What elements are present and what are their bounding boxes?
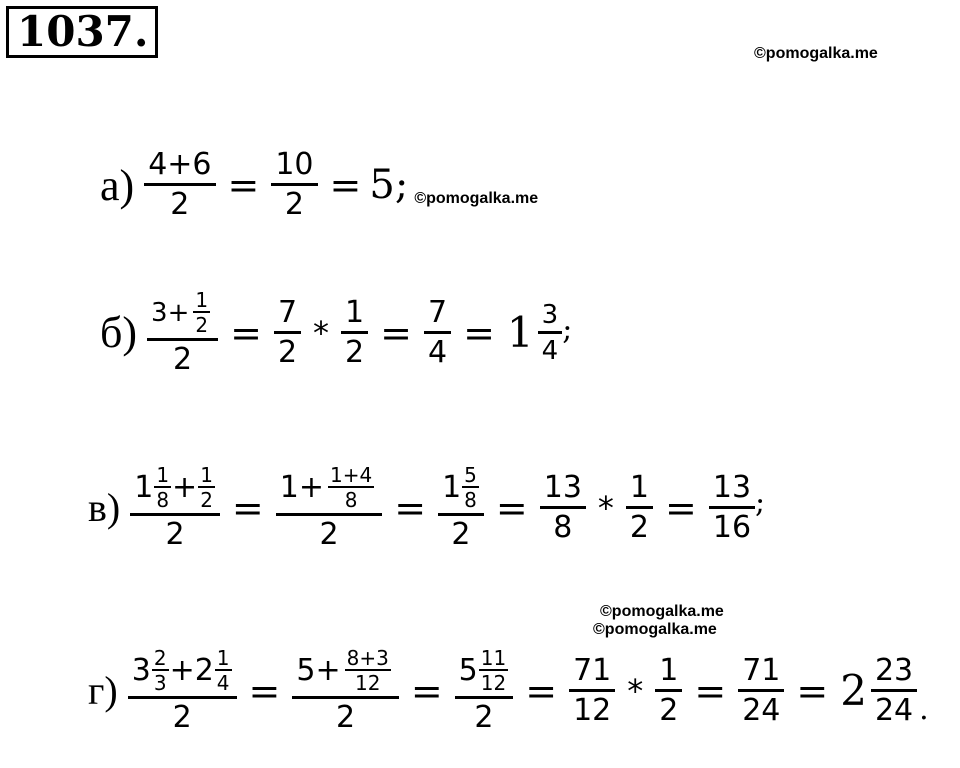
equals-sign: = <box>463 310 495 355</box>
multiply-sign: * <box>597 488 614 527</box>
fraction <box>144 147 215 222</box>
fraction: $\frac{1}{2}$ <box>655 656 682 726</box>
numerator: 3+ $\frac{1}{2}$ <box>151 288 209 337</box>
multiply-sign: * <box>313 313 330 352</box>
fraction: $\frac{3}{4}$ <box>538 302 563 364</box>
equals-sign: = <box>380 310 412 355</box>
whole-part: 2 <box>840 666 867 715</box>
equals-sign: = <box>231 485 264 530</box>
semicolon: ; <box>394 162 409 208</box>
numerator: 4+6 <box>148 147 212 182</box>
whole-part: 1 <box>506 308 534 357</box>
watermark: ©pomogalka.me <box>414 190 539 207</box>
fraction <box>271 147 317 222</box>
fraction: $\frac{71}{12}$ <box>569 656 615 726</box>
equals-sign: = <box>796 668 829 713</box>
complex-fraction: 5+ $\frac{8+3}{12}$ 2 <box>292 648 398 733</box>
item-label: б) <box>100 308 138 357</box>
equals-sign: = <box>495 485 528 530</box>
numerator: 10 <box>275 147 314 182</box>
equals-sign: = <box>665 485 697 530</box>
equals-sign: = <box>525 668 558 713</box>
denominator: 2 <box>284 187 304 222</box>
equation-a <box>100 147 539 222</box>
equals-sign: = <box>230 310 262 355</box>
equals-sign: = <box>227 163 260 207</box>
equals-sign: = <box>329 163 362 207</box>
semicolon: ; <box>755 485 766 520</box>
complex-fraction: 1+ $\frac{1+4}{8}$ 2 <box>276 465 382 550</box>
complex-fraction <box>147 290 218 375</box>
fraction: $\frac{1}{2}$ <box>341 298 368 368</box>
problem-number: 1037. <box>6 6 158 58</box>
fraction: $\frac{23}{24}$ <box>871 656 917 726</box>
fraction: $\frac{13}{8}$ <box>540 473 586 543</box>
fraction: $\frac{71}{24}$ <box>738 656 784 726</box>
denominator: 2 <box>170 187 190 222</box>
equation-c <box>88 465 765 550</box>
fraction: $\frac{7}{4}$ <box>424 298 451 368</box>
complex-fraction: 1 $\frac{1}{8}$ + $\frac{1}{2}$ 2 <box>130 465 220 550</box>
watermark: ©pomogalka.me <box>593 621 717 638</box>
equation-d <box>88 648 929 733</box>
item-label: в) <box>88 485 121 530</box>
fraction: $\frac{7}{2}$ <box>274 298 301 368</box>
result: 5 <box>369 162 395 208</box>
multiply-sign: * <box>627 671 644 710</box>
equals-sign: = <box>410 668 443 713</box>
item-label: а) <box>100 160 135 210</box>
watermark: ©pomogalka.me <box>754 45 878 62</box>
complex-fraction: 1 $\frac{5}{8}$ 2 <box>438 465 484 550</box>
fraction: $\frac{13}{16}$ <box>709 473 755 543</box>
denominator: 2 <box>173 342 193 377</box>
equation-b <box>100 290 572 375</box>
equals-sign: = <box>394 485 427 530</box>
semicolon: ; <box>562 312 573 347</box>
period: . <box>919 692 929 727</box>
complex-fraction: 5 $\frac{11}{12}$ 2 <box>455 648 514 733</box>
watermark: ©pomogalka.me <box>600 603 724 620</box>
equals-sign: = <box>694 668 727 713</box>
complex-fraction: 3 $\frac{2}{3}$ + 2 $\frac{1}{4}$ 2 <box>128 648 237 733</box>
equals-sign: = <box>248 668 281 713</box>
item-label: г) <box>88 668 118 713</box>
fraction: $\frac{1}{2}$ <box>626 473 653 543</box>
